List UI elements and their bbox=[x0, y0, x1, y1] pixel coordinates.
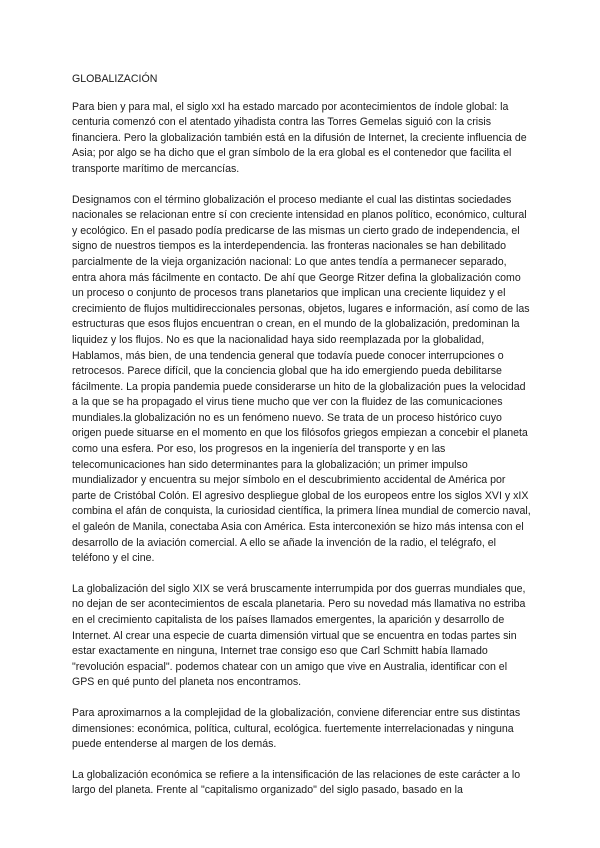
paragraph-2: Designamos con el término globalización el proceso mediante el cual las distintas sociedades nacionales se relacionan entre sí con creciente intensidad en planos político, económico, cultural y ecológico. En el pasado podía predicarse de las mismas un cierto grado de independencia, el signo de nuestros tiempos es la interdependencia. las fronteras nacionales se han debilitado parcialmente de la vieja organización nacional: Lo que antes tendía a permanecer separado, entra ahora más fácilmente en contacto. De ahí que George Ritzer defina la globalización como un proceso o conjunto de procesos trans planetarios que implican una creciente liquidez y el crecimiento de flujos multidireccionales personas, objetos, lugares e información, así como de las estructuras que esos flujos encuentran o crean, en el mundo de la globalización, predominan la liquidez y los flujos. No es que la nacionalidad haya sido reemplazada por la globalidad, Hablamos, más bien, de una tendencia general que todavía puede conocer interrupciones o retrocesos. Parece difícil, que la conciencia global que ha ido emergiendo pueda debilitarse fácilmente. La propia pandemia puede considerarse un hito de la globalización pues la velocidad a la que se ha propagado el virus tiene mucho que ver con la fluidez de las comunicaciones mundiales.la globalización no es un fenómeno nuevo. Se trata de un proceso histórico cuyo origen puede situarse en el momento en que los filósofos griegos empiezan a concebir el planeta como una esfera. Por eso, los progresos en la ingeniería del transporte y en las telecomunicaciones han sido determinantes para la globalización; un primer impulso mundializador y encuentra su mejor símbolo en el descubrimiento accidental de América por parte de Cristóbal Colón. El agresivo despliegue global de los europeos entre los siglos XVI y xIX combina el afán de conquista, la curiosidad científica, la primera línea mundial de comercio naval, el galeón de Manila, conectaba Asia con América. Esta interconexión se hizo más intensa con el desarrollo de la aviación comercial. A ello se añade la invención de la radio, el telégrafo, el teléfono y el cine. bbox=[72, 193, 531, 565]
paragraph-3: La globalización del siglo XIX se verá bruscamente interrumpida por dos guerras mundiales que, no dejan de ser acontecimientos de escala planetaria. Pero su novedad más llamativa no estriba en el crecimiento capitalista de los países llamados emergentes, la aparición y desarrollo de Internet. Al crear una especie de cuarta dimensión virtual que se encuentra en todas partes sin estar exactamente en ninguna, Internet trae consigo eso que Carl Schmitt había llamado "revolución espacial". podemos chatear con un amigo que vive en Australia, identificar con el GPS en qué punto del planeta nos encontramos. bbox=[72, 582, 526, 689]
paragraph-5: La globalización económica se refiere a la intensificación de las relaciones de este carácter a lo largo del planeta. Frente al "capitalismo organizado" del siglo pasado, basado en la bbox=[72, 768, 521, 797]
document-title: GLOBALIZACIÓN bbox=[72, 73, 158, 85]
document-body bbox=[72, 72, 532, 814]
paragraph-1: Para bien y para mal, el siglo xxI ha estado marcado por acontecimientos de índole global: la centuria comenzó con el atentado yihadista contra las Torres Gemelas siguió con la crisis financiera. Pero la globalización también está en la difusión de Internet, la creciente influencia de Asia; por algo se ha dicho que el gran símbolo de la era global es el contenedor que facilita el transporte marítimo de mercancías. bbox=[72, 100, 527, 175]
paragraph-4: Para aproximarnos a la complejidad de la globalización, conviene diferenciar entre sus distintas dimensiones: económica, política, cultural, ecológica. fuertemente interrelacionadas y ninguna puede entenderse al margen de los demás. bbox=[72, 706, 521, 751]
